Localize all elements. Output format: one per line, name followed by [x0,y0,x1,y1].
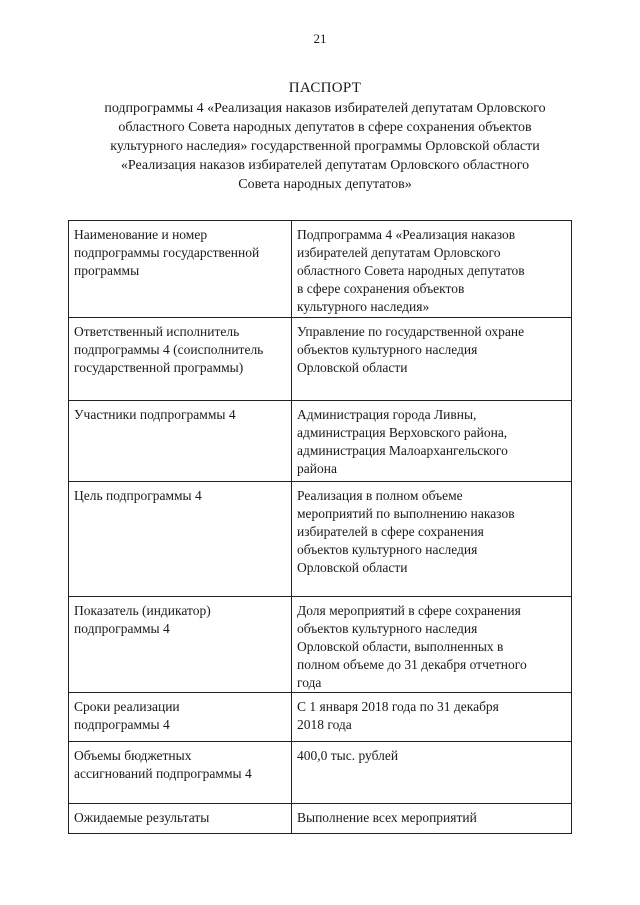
value-line: администрация Малоархангельского [297,443,508,458]
value-line: культурного наследия» [297,299,430,314]
subtitle-line: Совета народных депутатов» [238,177,412,192]
value-line: Выполнение всех мероприятий [297,810,477,825]
value-line: мероприятий по выполнению наказов [297,506,515,521]
subtitle-line: «Реализация наказов избирателей депутатам Орловского областного [120,158,530,173]
row-value [292,482,572,597]
table-row-terms [69,693,572,742]
label-line: Наименование и номер [74,227,208,242]
row-value [292,401,572,482]
row-value [292,318,572,401]
value-line: 2018 года [297,717,352,732]
row-value [292,597,572,693]
label-line: подпрограммы 4 [74,621,170,636]
value-line: Администрация города Ливны, [297,407,477,422]
row-value [292,693,572,742]
row-label [69,318,292,401]
value-line: Орловской области [297,560,408,575]
value-line: 400,0 тыс. рублей [297,748,399,763]
passport-table [68,220,572,834]
label-line: Показатель (индикатор) [74,603,211,618]
row-label [69,401,292,482]
value-line: областного Совета народных депутатов [297,263,525,278]
table-row-results [69,804,572,834]
value-line: избирателей депутатам Орловского [297,245,501,260]
value-line: Орловской области [297,360,408,375]
table-row-participants [69,401,572,482]
value-line: в сфере сохранения объектов [297,281,465,296]
row-label [69,742,292,804]
document-title: ПАСПОРТ [288,80,362,96]
label-line: Ожидаемые результаты [74,810,210,825]
value-line: объектов культурного наследия [297,621,478,636]
value-line: Подпрограмма 4 «Реализация наказов [297,227,516,242]
table-row-goal [69,482,572,597]
row-label [69,597,292,693]
row-label [69,693,292,742]
value-line: года [297,675,322,690]
label-line: программы [74,263,140,278]
value-line: С 1 января 2018 года по 31 декабря [297,699,499,714]
row-label [69,482,292,597]
value-line: администрация Верховского района, [297,425,508,440]
value-line: Орловской области, выполненных в [297,639,504,654]
value-line: Реализация в полном объеме [297,488,463,503]
row-value [292,221,572,318]
label-line: ассигнований подпрограммы 4 [74,766,252,781]
row-label [69,804,292,834]
value-line: Управление по государственной охране [297,324,525,339]
row-label [69,221,292,318]
label-line: Ответственный исполнитель [74,324,240,339]
label-line: подпрограммы государственной [74,245,260,260]
label-line: Сроки реализации [74,699,180,714]
table-row-name [69,221,572,318]
value-line: Доля мероприятий в сфере сохранения [297,603,521,618]
label-line: подпрограммы 4 (соисполнитель [74,342,264,357]
value-line: полном объеме до 31 декабря отчетного [297,657,527,672]
table-row-budget [69,742,572,804]
table-row-executor [69,318,572,401]
subtitle-line: культурного наследия» государственной программы Орловской области [110,139,540,154]
document-header [70,79,580,194]
row-value [292,804,572,834]
row-value [292,742,572,804]
table-row-indicator [69,597,572,693]
subtitle-line: подпрограммы 4 «Реализация наказов избирателей депутатам Орловского [104,101,546,116]
label-line: государственной программы) [74,360,244,375]
label-line: подпрограммы 4 [74,717,170,732]
page-number: 21 [313,31,327,46]
value-line: объектов культурного наследия [297,342,478,357]
label-line: Цель подпрограммы 4 [74,488,202,503]
subtitle-line: областного Совета народных депутатов в сфере сохранения объектов [118,120,532,135]
value-line: района [297,461,337,476]
label-line: Участники подпрограммы 4 [74,407,236,422]
value-line: объектов культурного наследия [297,542,478,557]
value-line: избирателей в сфере сохранения [297,524,484,539]
label-line: Объемы бюджетных [74,748,192,763]
